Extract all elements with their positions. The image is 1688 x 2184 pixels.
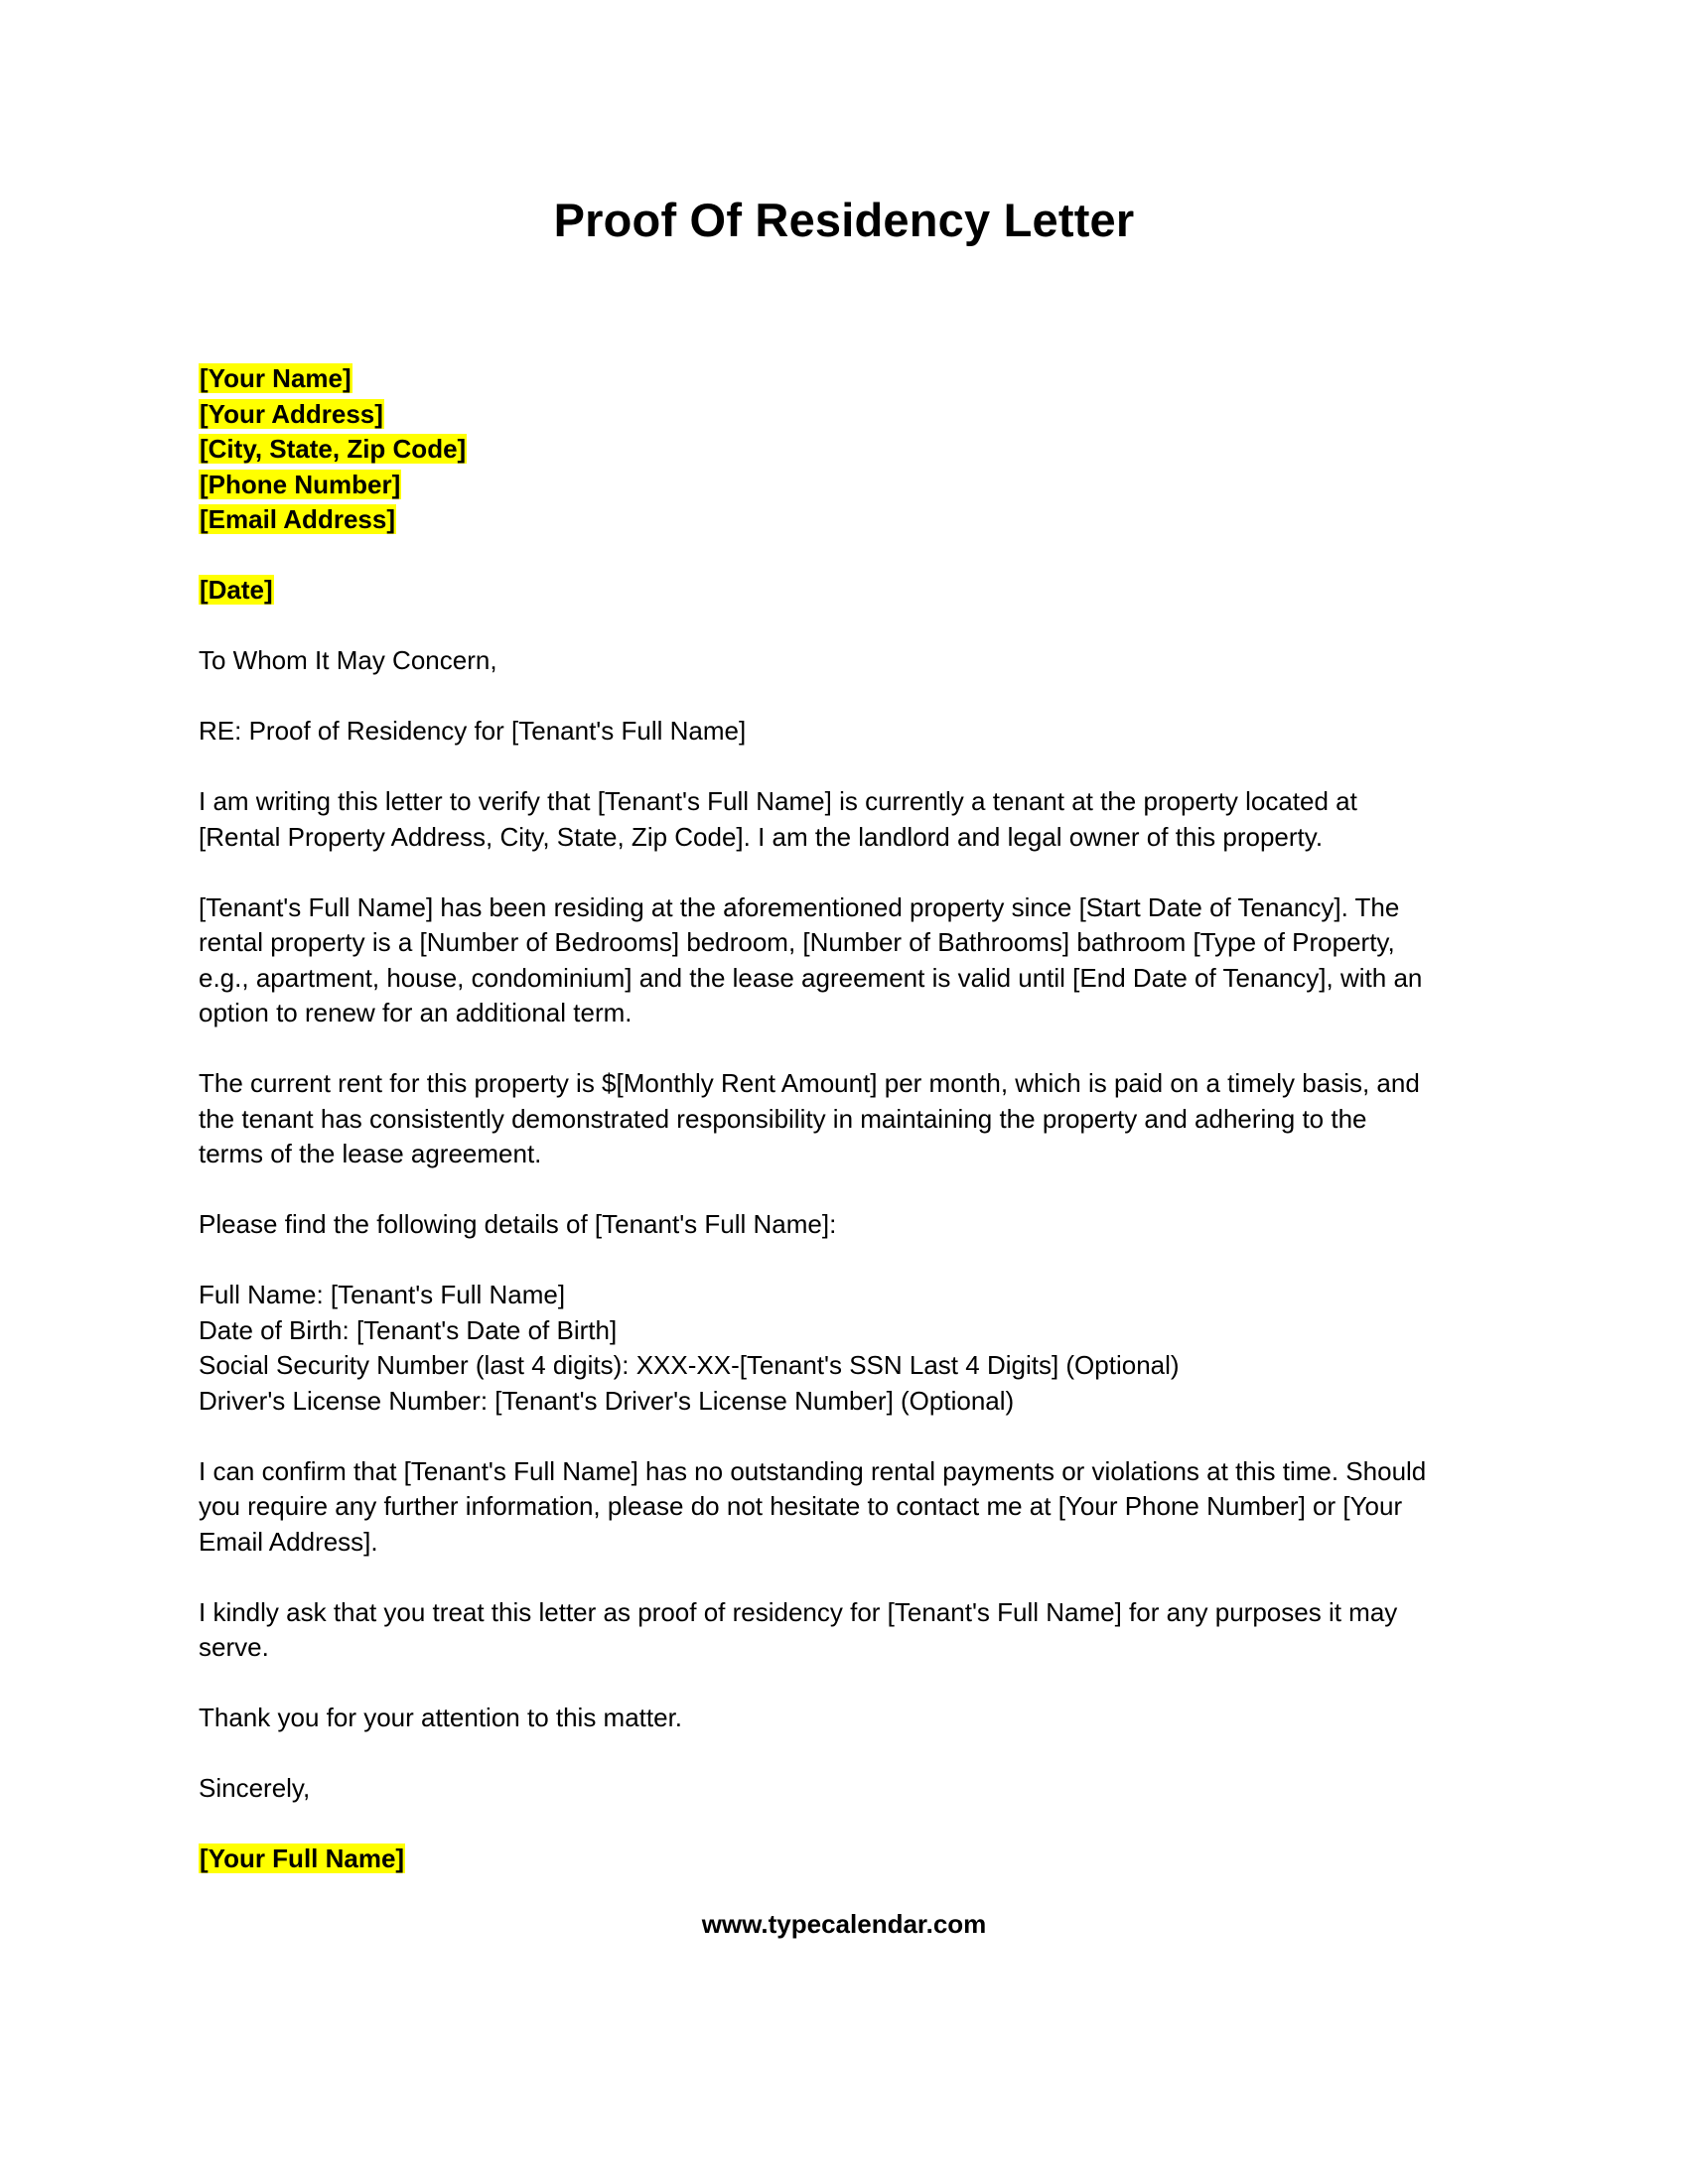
paragraph-line: I can confirm that [Tenant's Full Name] has no outstanding rental payments or violations at this time. Should bbox=[199, 1455, 1427, 1486]
paragraph-tenancy bbox=[199, 890, 1489, 1031]
spacer bbox=[199, 1031, 1489, 1067]
date-line bbox=[199, 573, 1489, 609]
spacer bbox=[199, 1736, 1489, 1772]
sender-phone-line bbox=[199, 468, 1489, 503]
sender-email: [Email Address] bbox=[200, 504, 395, 534]
sender-city-state-zip: [City, State, Zip Code] bbox=[200, 434, 467, 464]
sender-name: [Your Name] bbox=[200, 363, 352, 393]
paragraph-rent bbox=[199, 1066, 1489, 1172]
signature-line bbox=[199, 1842, 1489, 1877]
sender-phone: [Phone Number] bbox=[200, 469, 401, 499]
paragraph-line: I kindly ask that you treat this letter as proof of residency for [Tenant's Full Name] for any purposes it may bbox=[199, 1596, 1398, 1627]
spacer bbox=[199, 1560, 1489, 1595]
spacer bbox=[199, 609, 1489, 644]
paragraph-verification bbox=[199, 784, 1489, 855]
paragraph-line: serve. bbox=[199, 1632, 269, 1662]
spacer bbox=[199, 1243, 1489, 1279]
letter-date: [Date] bbox=[200, 575, 273, 605]
paragraph-confirmation bbox=[199, 1454, 1489, 1561]
tenant-details-list bbox=[199, 1278, 1489, 1419]
spacer bbox=[199, 1666, 1489, 1702]
paragraph-line: Email Address]. bbox=[199, 1526, 378, 1557]
sender-name-line bbox=[199, 361, 1489, 397]
paragraph-request bbox=[199, 1595, 1489, 1666]
letter-body bbox=[199, 361, 1489, 1877]
spacer bbox=[199, 855, 1489, 890]
spacer bbox=[199, 750, 1489, 785]
sender-address: [Your Address] bbox=[200, 398, 383, 429]
paragraph-line: option to renew for an additional term. bbox=[199, 998, 633, 1027]
spacer bbox=[199, 1419, 1489, 1454]
paragraph-line: [Rental Property Address, City, State, Zip Code]. I am the landlord and legal owner of this property. bbox=[199, 821, 1324, 852]
closing: Sincerely, bbox=[199, 1773, 311, 1803]
paragraph-line: I am writing this letter to verify that [Tenant's Full Name] is currently a tenant at the property located at bbox=[199, 786, 1357, 816]
paragraph-line: rental property is a [Number of Bedrooms] bedroom, [Number of Bathrooms] bathroom [Type of Property, bbox=[199, 927, 1395, 957]
thanks-line: Thank you for your attention to this matter. bbox=[199, 1703, 683, 1732]
detail-full-name: Full Name: [Tenant's Full Name] bbox=[199, 1280, 566, 1309]
signature-name: [Your Full Name] bbox=[200, 1843, 405, 1873]
sender-email-line bbox=[199, 502, 1489, 538]
spacer bbox=[199, 1172, 1489, 1208]
detail-drivers-license: Driver's License Number: [Tenant's Driver's License Number] (Optional) bbox=[199, 1385, 1015, 1416]
paragraph-line: terms of the lease agreement. bbox=[199, 1139, 542, 1168]
footer-url: www.typecalendar.com bbox=[701, 1909, 987, 1939]
detail-ssn: Social Security Number (last 4 digits): XXX-XX-[Tenant's SSN Last 4 Digits] (Optional) bbox=[199, 1350, 1180, 1380]
spacer bbox=[199, 679, 1489, 715]
sender-city-line bbox=[199, 432, 1489, 468]
details-intro: Please find the following details of [Tenant's Full Name]: bbox=[199, 1209, 837, 1239]
spacer bbox=[199, 538, 1489, 574]
paragraph-line: [Tenant's Full Name] has been residing at the aforementioned property since [Start Date of Tenancy]. The bbox=[199, 891, 1400, 922]
subject-line: RE: Proof of Residency for [Tenant's Full Name] bbox=[199, 716, 747, 746]
paragraph-line: you require any further information, please do not hesitate to contact me at [Your Phone Number] or [Your bbox=[199, 1491, 1403, 1521]
paragraph-line: e.g., apartment, house, condominium] and the lease agreement is valid until [End Date of Tenancy], with an bbox=[199, 962, 1423, 993]
paragraph-line: The current rent for this property is $[Monthly Rent Amount] per month, which is paid on a timely basis, and bbox=[199, 1068, 1420, 1098]
spacer bbox=[199, 1807, 1489, 1843]
salutation: To Whom It May Concern, bbox=[199, 645, 497, 675]
sender-address-line bbox=[199, 397, 1489, 433]
document-title: Proof Of Residency Letter bbox=[553, 194, 1135, 246]
detail-date-of-birth: Date of Birth: [Tenant's Date of Birth] bbox=[199, 1314, 618, 1345]
paragraph-line: the tenant has consistently demonstrated responsibility in maintaining the property and adhering to the bbox=[199, 1103, 1367, 1134]
